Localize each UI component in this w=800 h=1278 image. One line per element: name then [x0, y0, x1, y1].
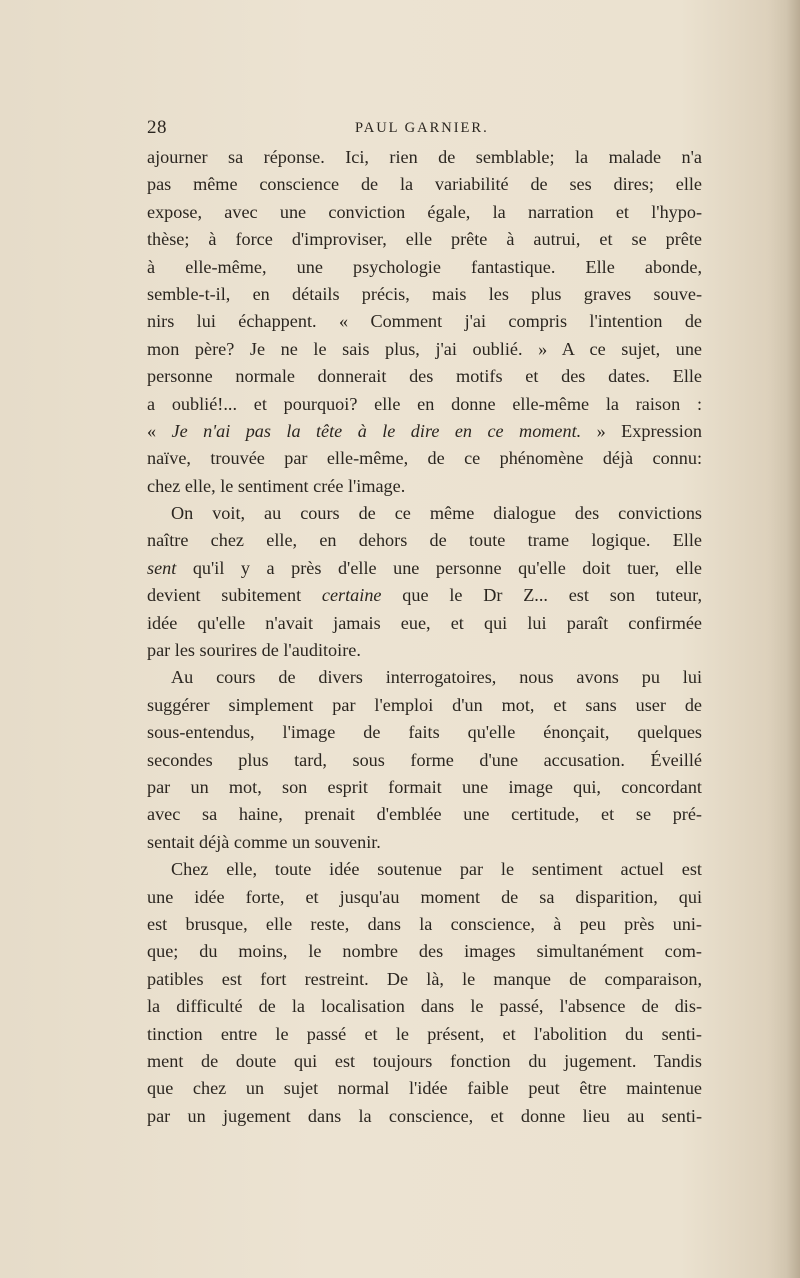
text-line: à elle-même, une psychologie fantastique. Elle abonde, — [147, 256, 702, 277]
text-line: sentait déjà comme un souvenir. — [147, 831, 381, 852]
text-line: patibles est fort restreint. De là, le manque de comparaison, — [147, 968, 702, 989]
text-line: avec sa haine, prenait d'emblée une certitude, et se pré- — [147, 804, 702, 825]
text-line: idée qu'elle n'avait jamais eue, et qui lui paraît confirmée — [147, 612, 702, 633]
text-line: expose, avec une conviction égale, la narration et l'hypo- — [147, 201, 702, 222]
text-line: tinction entre le passé et le présent, et l'abolition du senti- — [147, 1023, 702, 1044]
text-line-italic-quote: « Je n'ai pas la tête à le dire en ce moment. » Expression — [147, 420, 703, 441]
text-line: mon père? Je ne le sais plus, j'ai oublié. » A ce sujet, une — [147, 338, 702, 359]
text-line: que chez un sujet normal l'idée faible peut être maintenue — [147, 1078, 702, 1099]
text-line: une idée forte, et jusqu'au moment de sa disparition, qui — [147, 886, 702, 907]
text-line: par un jugement dans la conscience, et donne lieu au senti- — [147, 1105, 702, 1126]
text-line: par les sourires de l'auditoire. — [147, 640, 361, 661]
page-number: 28 — [147, 117, 167, 138]
italic-emphasis: certaine — [321, 585, 382, 606]
text-line: la difficulté de la localisation dans le passé, l'absence de dis- — [147, 996, 702, 1017]
body-text — [147, 144, 702, 1130]
text-line: personne normale donnerait des motifs et des dates. Elle — [147, 366, 702, 387]
italic-emphasis: sent — [147, 557, 177, 578]
text-line: naître chez elle, en dehors de toute trame logique. Elle — [147, 530, 702, 551]
text-line: a oublié!... et pourquoi? elle en donne elle-même la raison : — [147, 393, 702, 414]
paragraph-start: Au cours de divers interrogatoires, nous avons pu lui — [171, 667, 702, 688]
running-head: PAUL GARNIER. — [355, 120, 489, 136]
text-line: sent qu'il y a près d'elle une personne qu'elle doit tuer, elle — [147, 557, 702, 578]
text-line: par un mot, son esprit formait une image qui, concordant — [147, 776, 702, 797]
text-line: pas même conscience de la variabilité de ses dires; elle — [147, 174, 702, 195]
text-line: est brusque, elle reste, dans la conscience, à peu près uni- — [147, 913, 702, 934]
text-line: devient subitement certaine que le Dr Z... est son tuteur, — [147, 585, 702, 606]
paragraph-start: Chez elle, toute idée soutenue par le sentiment actuel est — [171, 859, 702, 880]
page-header — [147, 117, 702, 143]
text-line: sous-entendus, l'image de faits qu'elle énonçait, quelques — [147, 722, 702, 743]
text-line: nirs lui échappent. « Comment j'ai compris l'intention de — [147, 311, 702, 332]
italic-emphasis: Je n'ai pas la tête à le dire en ce moment. — [171, 420, 582, 441]
text-line: suggérer simplement par l'emploi d'un mot, et sans user de — [147, 694, 702, 715]
text-line: semble-t-il, en détails précis, mais les plus graves souve- — [147, 283, 702, 304]
paragraph-start: On voit, au cours de ce même dialogue des convictions — [171, 503, 702, 524]
text-line: secondes plus tard, sous forme d'une accusation. Éveillé — [147, 749, 702, 770]
text-line: chez elle, le sentiment crée l'image. — [147, 475, 406, 496]
text-line: ajourner sa réponse. Ici, rien de semblable; la malade n'a — [147, 147, 702, 167]
text-line: ment de doute qui est toujours fonction du jugement. Tandis — [147, 1050, 702, 1071]
page-edge — [786, 0, 800, 1278]
text-line: naïve, trouvée par elle-même, de ce phénomène déjà connu: — [147, 448, 702, 469]
text-line: thèse; à force d'improviser, elle prête à autrui, et se prête — [147, 229, 702, 250]
text-line: que; du moins, le nombre des images simultanément com- — [147, 941, 702, 962]
